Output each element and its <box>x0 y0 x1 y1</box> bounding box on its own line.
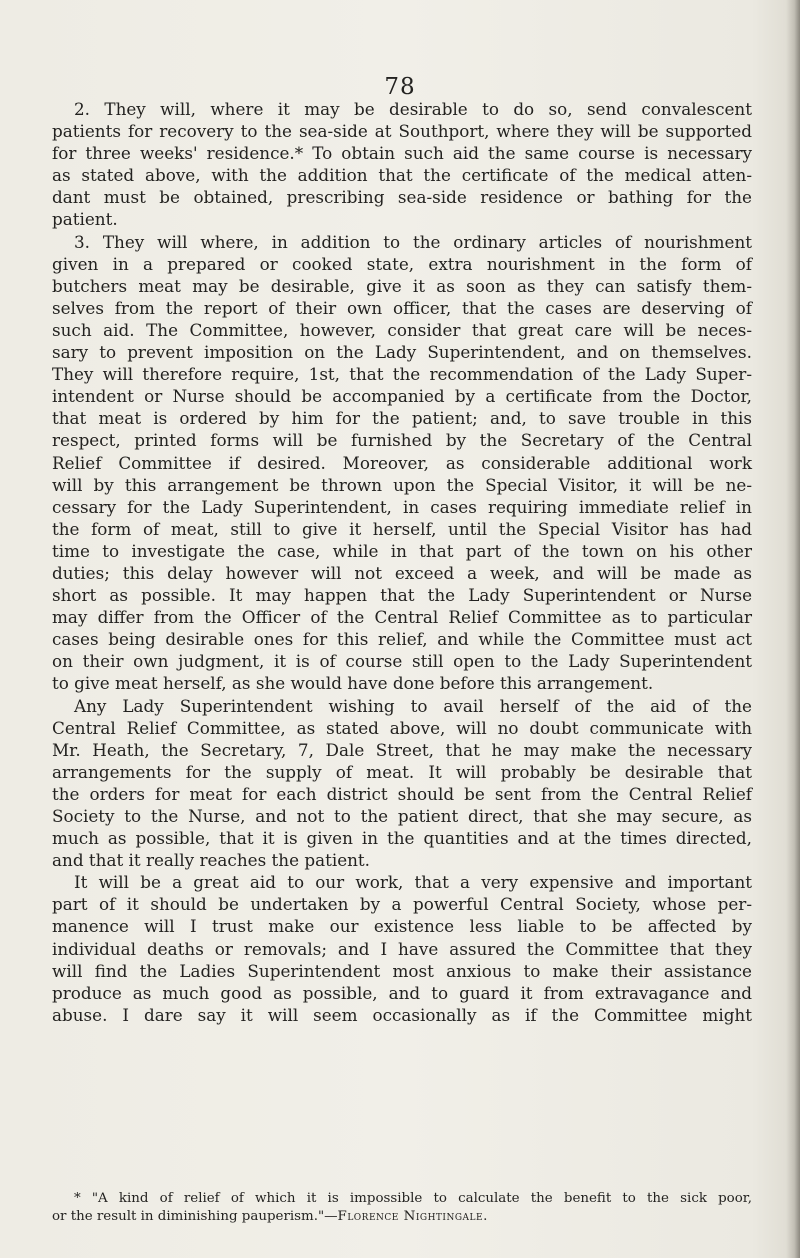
text-line: the form of meat, still to give it herself, until the Special Visitor has had <box>52 518 752 539</box>
footnote-quote: or the result in diminishing pauperism."— <box>52 1208 338 1224</box>
text-line: arrangements for the supply of meat. It will probably be desirable that <box>52 761 752 782</box>
body-text <box>52 98 752 1026</box>
text-line: that meat is ordered by him for the patient; and, to save trouble in this <box>52 408 752 429</box>
footnote-author: Florence Nightingale. <box>337 1208 488 1224</box>
text-line: individual deaths or removals; and I have assured the Committee that they <box>52 938 752 959</box>
text-line: selves from the report of their own officer, that the cases are deserving of <box>52 297 752 318</box>
text-line: as stated above, with the addition that the certificate of the medical atten- <box>52 165 752 186</box>
text-line: will by this arrangement be thrown upon the Special Visitor, it will be ne- <box>52 474 752 495</box>
text-line: Mr. Heath, the Secretary, 7, Dale Street, that he may make the necessary <box>52 739 752 760</box>
text-line: They will therefore require, 1st, that the recommendation of the Lady Super- <box>52 364 752 385</box>
text-line: produce as much good as possible, and to guard it from extravagance and <box>52 982 752 1003</box>
text-line: cases being desirable ones for this relief, and while the Committee must act <box>52 629 752 650</box>
text-line: 2. They will, where it may be desirable to do so, send convalescent <box>74 99 752 119</box>
footnote <box>52 1190 752 1225</box>
text-line: It will be a great aid to our work, that a very expensive and important <box>74 872 752 893</box>
text-line: Central Relief Committee, as stated above, will no doubt communicate with <box>52 717 752 738</box>
text-line: 3. They will where, in addition to the ordinary articles of nourishment <box>74 231 752 252</box>
text-line: will find the Ladies Superintendent most anxious to make their assistance <box>52 960 752 981</box>
text-line: for three weeks' residence.* To obtain such aid the same course is necessary <box>52 143 752 164</box>
text-line: dant must be obtained, prescribing sea-side residence or bathing for the <box>52 187 752 208</box>
text-line: manence will I trust make our existence less liable to be affected by <box>52 916 752 937</box>
text-line: sary to prevent imposition on the Lady Superintendent, and on themselves. <box>52 342 752 363</box>
footnote-line <box>52 1208 752 1226</box>
text-line: given in a prepared or cooked state, extra nourishment in the form of <box>52 253 752 274</box>
footnote-line: * "A kind of relief of which it is impossible to calculate the benefit to the sick poor, <box>74 1191 752 1206</box>
page-edge-shadow <box>786 0 800 1258</box>
text-line: may differ from the Officer of the Central Relief Committee as to particular <box>52 607 752 628</box>
text-line: Relief Committee if desired. Moreover, as considerable additional work <box>52 452 752 473</box>
text-line: duties; this delay however will not exceed a week, and will be made as <box>52 562 752 583</box>
text-line: Any Lady Superintendent wishing to avail herself of the aid of the <box>74 695 752 716</box>
text-line: cessary for the Lady Superintendent, in cases requiring immediate relief in <box>52 496 752 517</box>
text-line: on their own judgment, it is of course still open to the Lady Superintendent <box>52 651 752 672</box>
text-line: such aid. The Committee, however, consider that great care will be neces- <box>52 319 752 340</box>
text-line: much as possible, that it is given in the quantities and at the times directed, <box>52 828 752 849</box>
text-line: patient. <box>52 209 118 230</box>
text-line: respect, printed forms will be furnished by the Secretary of the Central <box>52 430 752 451</box>
text-line: part of it should be undertaken by a powerful Central Society, whose per- <box>52 894 752 915</box>
text-line: short as possible. It may happen that the Lady Superintendent or Nurse <box>52 585 752 606</box>
text-line: Society to the Nurse, and not to the patient direct, that she may secure, as <box>52 806 752 826</box>
text-line: intendent or Nurse should be accompanied by a certificate from the Doctor, <box>52 386 752 407</box>
text-line: the orders for meat for each district should be sent from the Central Relief <box>52 783 752 804</box>
text-line: to give meat herself, as she would have done before this arrangement. <box>52 673 654 694</box>
text-line: patients for recovery to the sea-side at Southport, where they will be supported <box>52 121 752 142</box>
text-line: abuse. I dare say it will seem occasionally as if the Committee might <box>52 1004 752 1025</box>
text-line: and that it really reaches the patient. <box>52 850 371 871</box>
page-number: 78 <box>384 74 416 100</box>
text-line: butchers meat may be desirable, give it as soon as they can satisfy them- <box>52 275 752 296</box>
text-line: time to investigate the case, while in that part of the town on his other <box>52 540 752 561</box>
